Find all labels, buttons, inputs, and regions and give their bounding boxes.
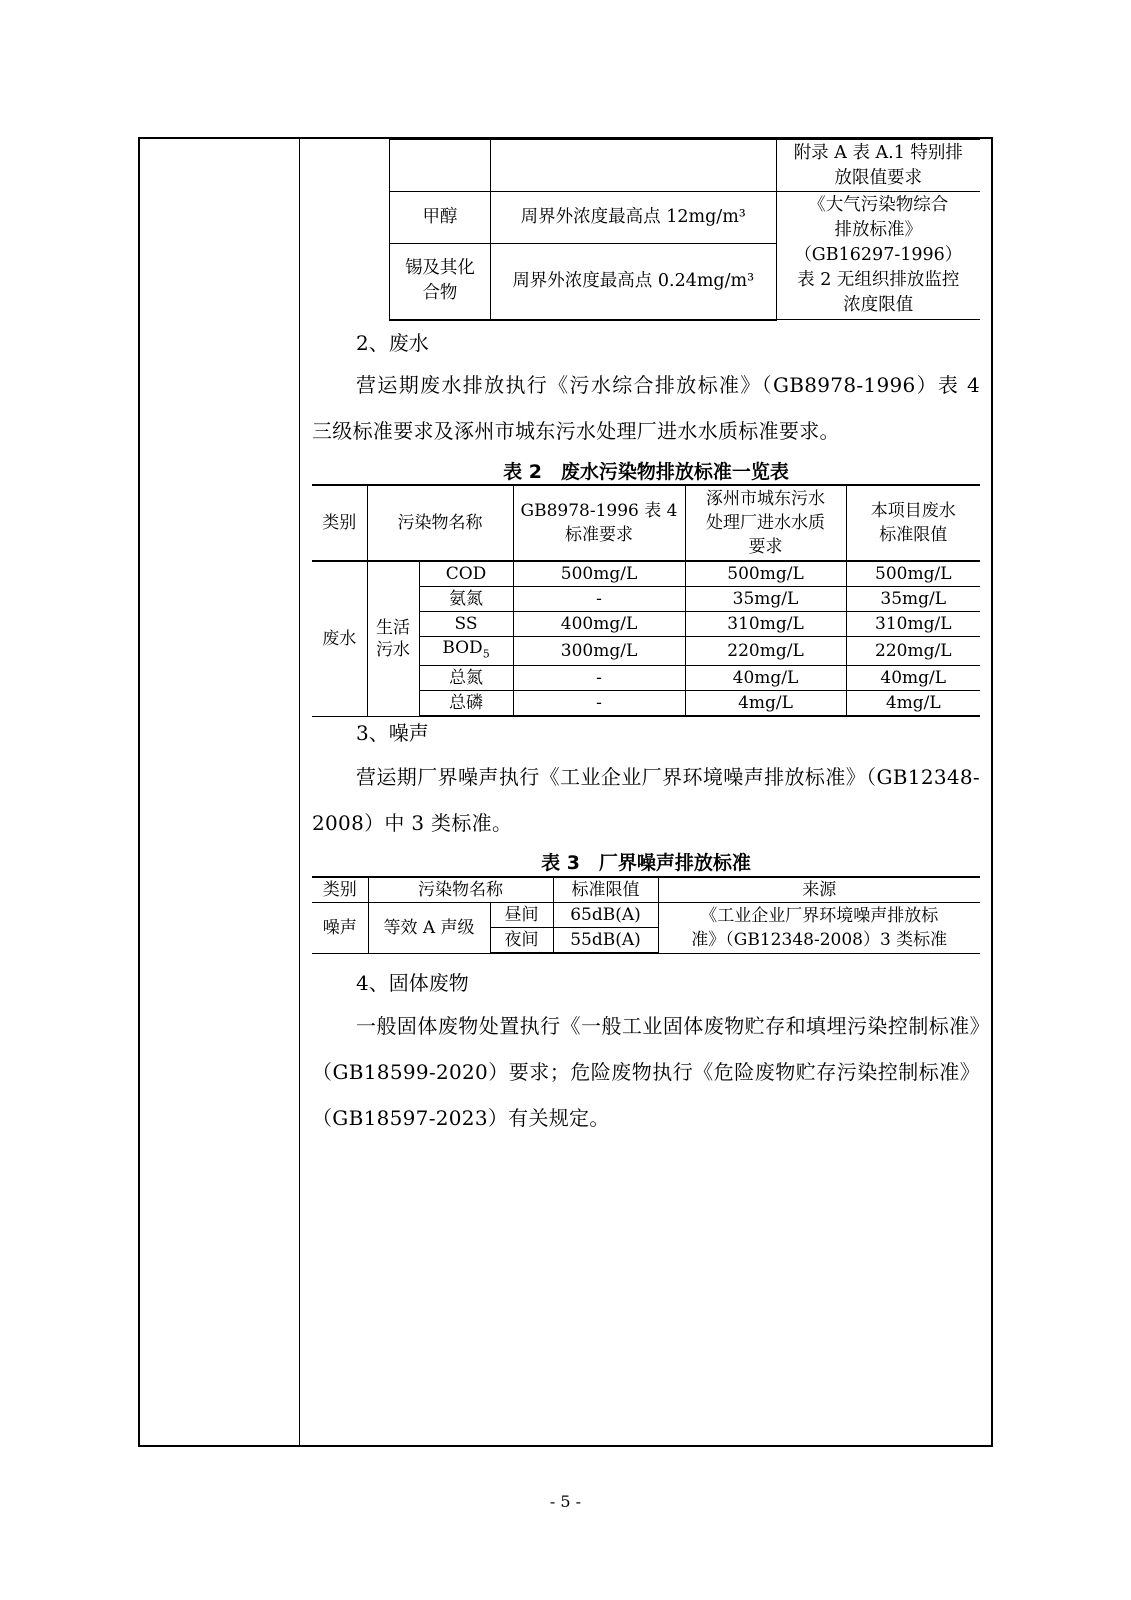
limit-cell: 周界外浓度最高点 0.24mg/m³ bbox=[490, 244, 776, 320]
category-cell: 噪声 bbox=[312, 903, 368, 954]
value-cell: - bbox=[513, 587, 685, 612]
pollutant-cell: 锡及其化 合物 bbox=[390, 244, 491, 320]
pollutant-cell: 等效 A 声级 bbox=[368, 903, 490, 954]
table-caption: 表 2 废水污染物排放标准一览表 bbox=[503, 461, 789, 483]
pollutant-cell: 总氮 bbox=[419, 666, 513, 691]
value-cell: 500mg/L bbox=[513, 561, 685, 587]
table-header bbox=[312, 877, 980, 903]
section-heading: 4、固体废物 bbox=[356, 971, 469, 995]
pollutant-cell: SS bbox=[419, 612, 513, 637]
value-cell: 65dB(A) bbox=[553, 903, 658, 928]
standard-cell: 附录 A 表 A.1 特别排 放限值要求 bbox=[776, 140, 980, 192]
column-header: 污染物名称 bbox=[368, 877, 553, 903]
value-cell: 310mg/L bbox=[685, 612, 846, 637]
standard-cell: 《大气污染物综合 排放标准》 （GB16297-1996） 表 2 无组织排放监控 浓度限值 bbox=[776, 192, 980, 320]
pollutant-cell: 总磷 bbox=[419, 691, 513, 717]
period-cell: 昼间 bbox=[490, 903, 553, 928]
paragraph: 营运期厂界噪声执行《工业企业厂界环境噪声排放标准》（GB12348-2008）中 3 类标准。 bbox=[312, 765, 980, 835]
pollutant-cell: 甲醇 bbox=[390, 192, 491, 244]
subcategory-cell: 生活 污水 bbox=[367, 561, 419, 716]
value-cell: 4mg/L bbox=[846, 691, 980, 717]
table-caption: 表 3 厂界噪声排放标准 bbox=[541, 852, 751, 874]
value-cell: 220mg/L bbox=[685, 637, 846, 666]
limit-cell: 周界外浓度最高点 12mg/m³ bbox=[490, 192, 776, 244]
value-cell: 40mg/L bbox=[685, 666, 846, 691]
value-cell: 35mg/L bbox=[685, 587, 846, 612]
category-cell: 废水 bbox=[312, 561, 367, 716]
page-number: - 5 - bbox=[549, 1492, 582, 1511]
pollutant-cell: 氨氮 bbox=[419, 587, 513, 612]
value-cell: 35mg/L bbox=[846, 587, 980, 612]
value-cell: 220mg/L bbox=[846, 637, 980, 666]
noise-table bbox=[312, 876, 980, 954]
value-cell: 310mg/L bbox=[846, 612, 980, 637]
value-cell: - bbox=[513, 666, 685, 691]
value-cell: 500mg/L bbox=[685, 561, 846, 587]
value-cell: 40mg/L bbox=[846, 666, 980, 691]
value-cell: 300mg/L bbox=[513, 637, 685, 666]
value-cell: 55dB(A) bbox=[553, 928, 658, 954]
column-header: 本项目废水 标准限值 bbox=[846, 485, 980, 561]
column-header: 标准限值 bbox=[553, 877, 658, 903]
column-header: 类别 bbox=[312, 485, 367, 561]
paragraph: 一般固体废物处置执行《一般工业固体废物贮存和填埋污染控制标准》（GB18599-2020）要求；危险废物执行《危险废物贮存污染控制标准》（GB18597-2023）有关规定。 bbox=[312, 1014, 980, 1130]
pollutant-cell: $BOD_5$ bbox=[419, 637, 513, 666]
page-frame bbox=[138, 137, 993, 1447]
period-cell: 夜间 bbox=[490, 928, 553, 954]
pollutant-cell: COD bbox=[419, 561, 513, 587]
pollutant-cell bbox=[390, 140, 491, 192]
column-header: 涿州市城东污水 处理厂进水水质 要求 bbox=[685, 485, 846, 561]
value-cell: - bbox=[513, 691, 685, 717]
column-header: GB8978-1996 表 4 标准要求 bbox=[513, 485, 685, 561]
left-column bbox=[140, 139, 300, 1445]
table-row bbox=[312, 903, 980, 928]
table-row bbox=[390, 192, 981, 244]
value-cell: 500mg/L bbox=[846, 561, 980, 587]
limit-cell bbox=[490, 140, 776, 192]
value-cell: 400mg/L bbox=[513, 612, 685, 637]
table-header bbox=[312, 485, 980, 561]
column-header: 污染物名称 bbox=[367, 485, 513, 561]
table-row bbox=[390, 140, 981, 192]
table-row bbox=[312, 561, 980, 587]
air-standard-table bbox=[389, 139, 980, 321]
section-heading: 3、噪声 bbox=[356, 721, 429, 745]
wastewater-table bbox=[312, 484, 980, 717]
column-header: 来源 bbox=[658, 877, 980, 903]
paragraph: 营运期废水排放执行《污水综合排放标准》（GB8978-1996）表 4 三级标准要求及涿州市城东污水处理厂进水水质标准要求。 bbox=[312, 373, 980, 443]
section-heading: 2、废水 bbox=[356, 331, 429, 355]
column-header: 类别 bbox=[312, 877, 368, 903]
value-cell: 4mg/L bbox=[685, 691, 846, 717]
source-cell: 《工业企业厂界环境噪声排放标 准》（GB12348-2008）3 类标准 bbox=[658, 903, 980, 954]
